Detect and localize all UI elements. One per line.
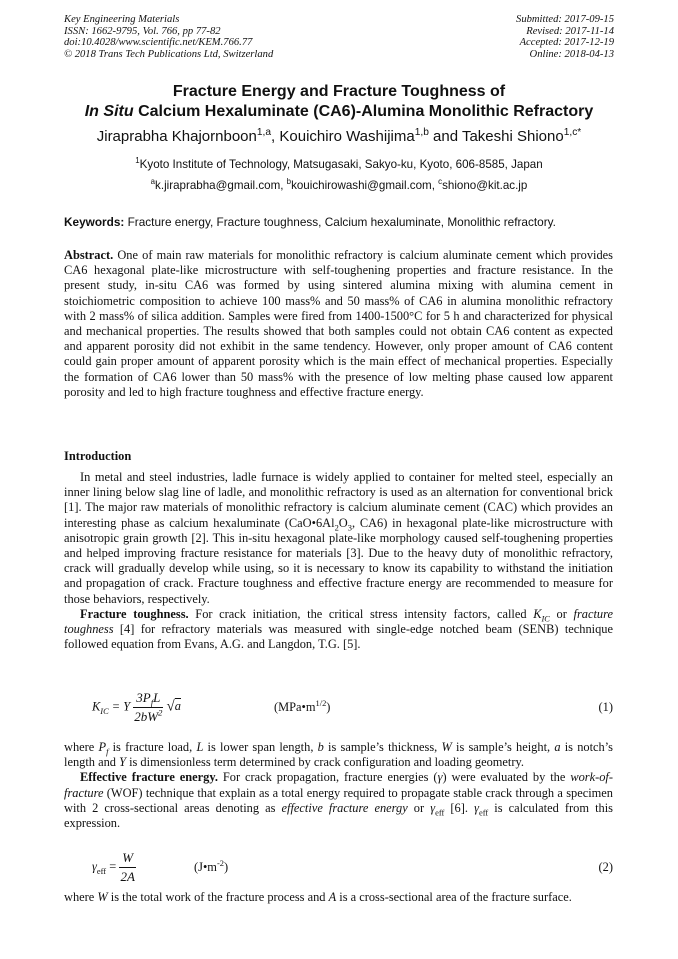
online-date: Online: 2018-04-13	[529, 48, 614, 60]
paper-title	[40, 82, 638, 122]
p1-text: In metal and steel industries, ladle furnace is widely applied to container for melted steel, especially an inner lining below slag line of ladle, and monolithic refractory is used as an alternation for conventional brick [1]. The major raw materials of monolithic refractory is calcium aluminate cement (CAC) which provides an interesting phase as calcium hexaluminate (CaO•6Al	[64, 470, 613, 530]
doi-line: doi:10.4028/www.scientific.net/KEM.766.77	[64, 37, 253, 49]
fracture-toughness-label: Fracture toughness.	[80, 606, 189, 621]
var-area: A	[328, 890, 337, 904]
p2-text: [4] for refractory materials was measured with single-edge notched beam (SENB) technique followed equation from Evans, A.G. and Langdon, T.G. [5].	[64, 622, 613, 652]
gamma-symbol: γ	[474, 800, 479, 815]
author-sep: and	[428, 128, 462, 145]
p1-text: , CA6) in hexagonal plate-like microstructure with anisotropic grain growth [2]. This in-situ hexagonal plate-like morphology caused self-toughening properties and helped improving fracture resistance for materials [3]. Due to the heavy duty of monolithic refractory, crack will gradually develop while using, so it is necessary to know its capability to withstand the initiation and propagation of crack. Fracture toughness and effective fracture energy are recommended to measure for those behaviors, respectively.	[64, 515, 613, 606]
eq2-unit-sup: -2	[216, 857, 224, 868]
issn-line: ISSN: 1662-9795, Vol. 766, pp 77-82	[64, 25, 221, 37]
author-3-sup: 1,c*	[563, 127, 582, 138]
affiliation	[20, 158, 658, 171]
author-list	[20, 128, 658, 145]
var-y: Y	[119, 755, 126, 770]
eq2-expression	[92, 850, 136, 885]
var-w: W	[97, 890, 108, 904]
aff-text: Kyoto Institute of Technology, Matsugasaki, Sakyo-ku, Kyoto, 606-8585, Japan	[139, 158, 543, 171]
email-a[interactable]: k.jiraprabha@gmail.com,	[155, 179, 287, 192]
eq2-unit-text: (J•m	[194, 860, 217, 874]
p1-sub: 2	[334, 522, 339, 533]
eq1-lhs: K	[92, 699, 101, 714]
eq1-sqrt-arg: a	[174, 699, 181, 714]
eq1-expression	[92, 690, 181, 725]
where-text: is a cross-sectional area of the fracture surface.	[336, 890, 572, 904]
eq1-den-sup: 2	[158, 707, 163, 718]
eq1-lhs-sub: IC	[100, 705, 109, 716]
eq1-num: 3P	[136, 690, 151, 705]
section-heading-introduction: Introduction	[64, 449, 132, 463]
equation-number-1: (1)	[598, 700, 613, 714]
abstract	[64, 248, 613, 400]
var-a: a	[554, 740, 561, 754]
intro-paragraph-2	[64, 607, 613, 653]
eq2-explanation	[64, 890, 613, 905]
eq1-unit	[274, 697, 331, 715]
copyright-line: © 2018 Trans Tech Publications Ltd, Switzerland	[64, 48, 274, 60]
equation-1	[64, 686, 613, 730]
var-b: b	[317, 740, 324, 754]
title-rest: Calcium Hexaluminate (CA6)-Alumina Monolithic Refractory	[133, 103, 594, 120]
abstract-label: Abstract.	[64, 248, 114, 262]
eq1-fraction	[133, 690, 163, 725]
email-b-sup: b	[286, 177, 292, 187]
gamma-symbol: γ	[430, 800, 436, 815]
var-w: W	[441, 740, 452, 754]
where-text: is fracture load,	[108, 740, 197, 754]
p2-text: or	[549, 606, 574, 621]
p2-italic: fracture toughness	[64, 606, 613, 637]
var-p: P	[98, 740, 107, 754]
where-text: is sample’s thickness,	[323, 740, 442, 754]
eq2-equals: =	[106, 859, 120, 874]
intro-paragraph-1	[64, 470, 613, 607]
var-p-sub: f	[106, 746, 109, 757]
where-text: is lower span length,	[203, 740, 318, 754]
p3-text: is calculated from this expression.	[64, 800, 613, 831]
eq1-num-end: L	[153, 690, 161, 705]
p3-text: or	[407, 800, 431, 815]
eq2-unit	[194, 857, 229, 875]
where-text: is sample’s height,	[451, 740, 555, 754]
title-line-2	[40, 102, 638, 122]
where-text: where	[64, 740, 99, 754]
eq2-unit-end: )	[223, 860, 229, 874]
eq2-den: 2A	[120, 869, 135, 884]
eq2-fraction	[119, 850, 136, 885]
revised-date: Revised: 2017-11-14	[526, 25, 614, 37]
var-l: L	[196, 740, 204, 754]
introduction-body	[64, 470, 613, 652]
intro-paragraph-3	[64, 770, 613, 831]
keywords	[64, 215, 624, 229]
dates-info	[516, 14, 614, 60]
equation-number-2: (2)	[598, 860, 613, 874]
gamma-sub: eff	[435, 807, 445, 818]
p1-text: O	[338, 515, 348, 530]
email-a-sup: a	[150, 177, 156, 187]
where-text: is the total work of the fracture process and	[107, 890, 329, 904]
eq1-den: 2bW	[134, 709, 159, 724]
p3-text: ) were evaluated by the	[442, 770, 571, 785]
where-text: where	[64, 890, 98, 904]
gamma-sub: eff	[478, 807, 489, 818]
email-c-sup: c	[438, 177, 443, 187]
aff-sup: 1	[135, 156, 140, 166]
eq1-unit-sup: 1/2	[315, 697, 327, 708]
sqrt-symbol: √	[166, 698, 175, 715]
eq1-unit-text: (MPa•m	[274, 700, 316, 714]
eq1-num-sub: f	[150, 697, 154, 708]
author-3: Takeshi Shiono	[461, 128, 564, 145]
equation-2	[64, 846, 613, 890]
p3-text: (WOF) technique that explain as a total energy required to propagate stable crack through a specimen with 2 cross-sectional areas denoting as	[64, 785, 613, 815]
eq1-explanation	[64, 740, 613, 831]
abstract-text: One of main raw materials for monolithic refractory is calcium aluminate cement which provides CA6 hexagonal plate-like microstructure with self-toughening properties and fracture resistance. In the present study, in-situ CA6 was formed by using sintered alumina mixing with alumina cement in stoichiometric composition to achieve 100 mass% and 50 mass% of CA6 in alumina monolithic refractory with 2 mass% of silica addition. Samples were fired from 1400-1500°C for 5 h and characterized for physical and mechanical properties. The results showed that both samples could not obtain CA6 content as expected and apparent porosity did not exhibit in the same tendency. However, only proper amount of CA6 content could gain proper amount of apparent porosity which is the main effect of mechanical properties. Especially the formation of CA6 lower than 50 mass% with the presence of low melting phase caused low apparent porosity and led to high fracture toughness and effective fracture energy.	[64, 248, 613, 399]
p3-italic: effective fracture energy	[281, 800, 408, 815]
gamma-symbol: γ	[437, 770, 443, 785]
journal-name: Key Engineering Materials	[64, 14, 180, 25]
author-2-sup: 1,b	[414, 127, 429, 138]
eq1-equals: = Y	[108, 699, 131, 714]
eq2-lhs: γ	[92, 859, 97, 874]
p1-sub: 3	[347, 522, 352, 533]
author-1: Jiraprabha Khajornboon	[96, 128, 257, 145]
keywords-label: Keywords:	[64, 215, 125, 229]
email-list	[20, 179, 658, 192]
email-c[interactable]: shiono@kit.ac.jp	[442, 179, 528, 192]
eq2-num: W	[119, 850, 136, 868]
p3-text: For crack propagation, fracture energies (	[217, 770, 438, 785]
author-2: Kouichiro Washijima	[279, 128, 415, 145]
effective-fracture-energy-label: Effective fracture energy.	[80, 770, 218, 785]
submitted-date: Submitted: 2017-09-15	[516, 14, 614, 25]
accepted-date: Accepted: 2017-12-19	[519, 37, 614, 49]
where-text: is notch’s length and	[64, 740, 613, 770]
eq2-lhs-sub: eff	[96, 865, 107, 876]
keywords-text: Fracture energy, Fracture toughness, Calcium hexaluminate, Monolithic refractory.	[124, 215, 556, 229]
email-b[interactable]: kouichirowashi@gmail.com,	[291, 179, 439, 192]
journal-info	[64, 14, 273, 60]
where-text: is dimensionless term determined by crack configuration and loading geometry.	[125, 755, 524, 770]
title-line-1: Fracture Energy and Fracture Toughness of	[172, 83, 506, 100]
p2-text: For crack initiation, the critical stress intensity factors, called	[188, 606, 534, 621]
kic-sub: IC	[541, 613, 550, 624]
p3-italic: work-of-fracture	[64, 770, 613, 800]
author-sep: ,	[271, 128, 280, 145]
kic-symbol: K	[533, 606, 542, 621]
p3-text: [6].	[444, 800, 475, 815]
eq1-unit-end: )	[326, 700, 331, 714]
title-italic: In Situ	[84, 103, 134, 120]
author-1-sup: 1,a	[256, 127, 272, 138]
